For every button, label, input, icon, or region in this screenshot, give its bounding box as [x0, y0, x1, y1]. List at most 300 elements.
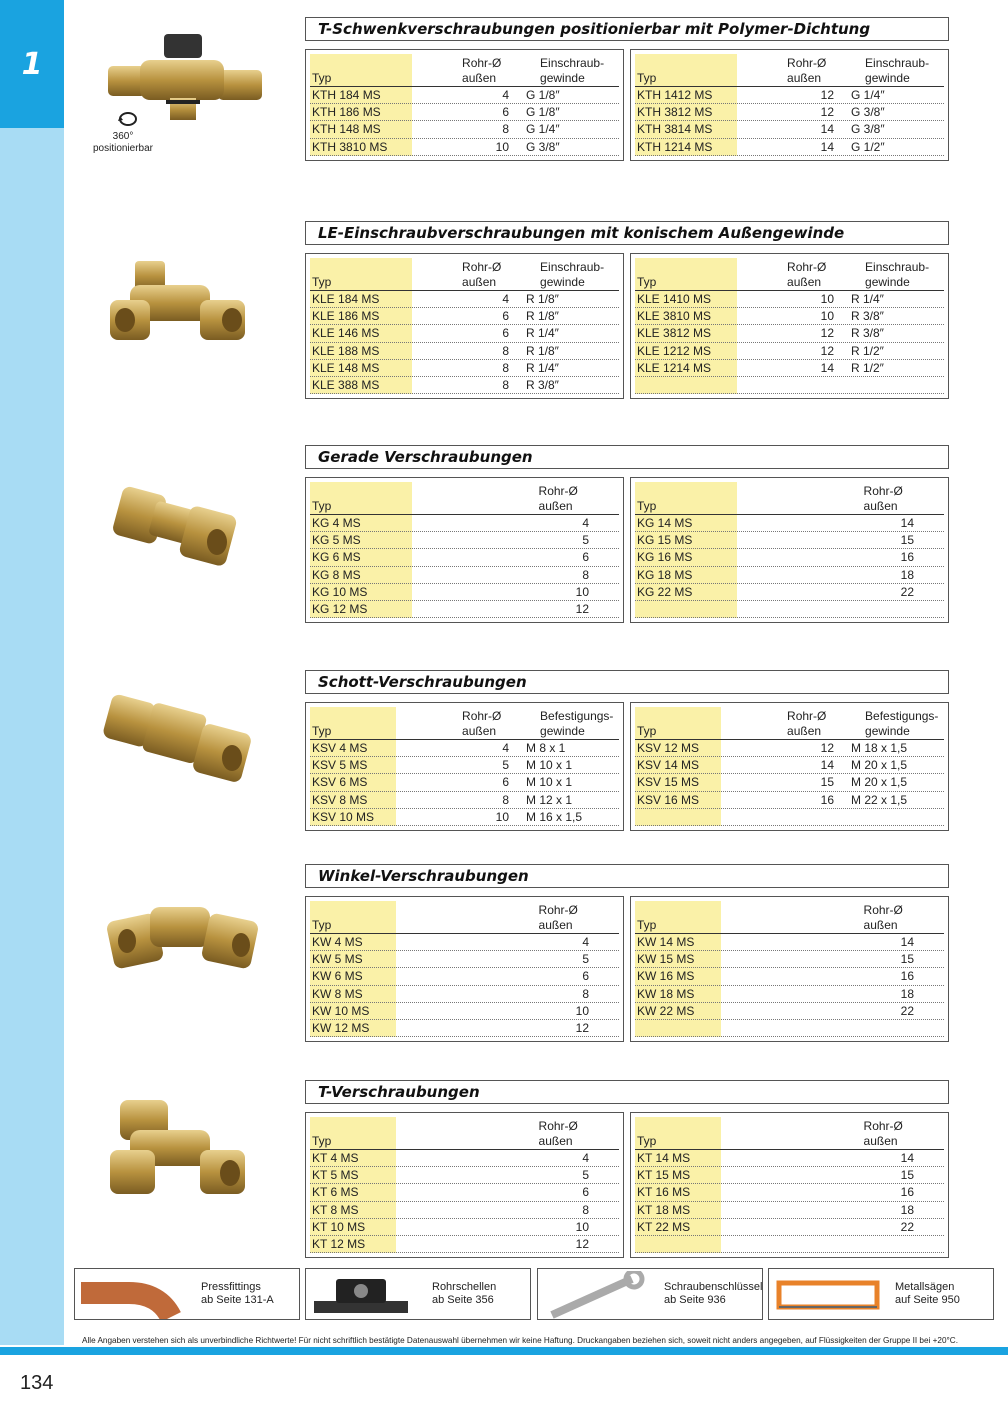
table-row	[635, 291, 944, 308]
value-cell: 8	[502, 377, 509, 392]
value-cell: 10	[575, 584, 589, 599]
value-cell: 18	[900, 1202, 914, 1217]
value-cell: M 20 x 1,5	[851, 775, 908, 790]
spec-table-left	[305, 477, 624, 623]
table-row	[635, 740, 944, 757]
type-cell	[635, 1236, 863, 1252]
value-cell: R 3/8″	[851, 326, 884, 341]
table-header	[310, 482, 619, 515]
table-row	[310, 1167, 619, 1184]
type-cell: KG 5 MS	[312, 533, 361, 548]
column-header: Typ	[312, 724, 332, 738]
ad-text	[895, 1281, 960, 1307]
section-tables	[305, 477, 949, 623]
table-row	[310, 774, 619, 791]
type-cell: KW 16 MS	[637, 969, 695, 984]
type-cell: KLE 1410 MS	[637, 292, 712, 306]
value-cell	[863, 1020, 929, 1036]
value-cell: G 3/8″	[526, 139, 560, 154]
value-cell: 22	[900, 584, 914, 599]
type-cell: KLE 1212 MS	[637, 343, 712, 358]
column-header: Typ	[312, 275, 332, 289]
value-cell: 15	[820, 775, 834, 790]
section-tables	[305, 702, 949, 831]
type-cell: KLE 186 MS	[312, 309, 380, 324]
table-row	[635, 986, 944, 1003]
value-cell: 10	[495, 139, 509, 154]
type-cell: KG 14 MS	[637, 516, 693, 530]
table-header	[310, 54, 619, 87]
table-row	[310, 121, 619, 138]
table-row	[310, 1003, 619, 1020]
column-header: Rohr-Ø außen	[538, 484, 578, 513]
type-cell	[635, 377, 787, 393]
table-row	[635, 549, 944, 566]
value-cell: G 1/8″	[526, 105, 560, 120]
value-cell: 6	[502, 326, 509, 341]
column-header: Rohr-Ø außen	[787, 56, 827, 85]
type-cell: KLE 3810 MS	[637, 309, 712, 324]
type-cell: KW 5 MS	[312, 952, 363, 967]
table-row	[635, 139, 944, 156]
table-row	[310, 87, 619, 104]
column-header: Rohr-Ø außen	[538, 1119, 578, 1148]
ad-pressfittings[interactable]	[74, 1268, 300, 1320]
table-row	[635, 567, 944, 584]
value-cell: R 3/8″	[851, 309, 884, 324]
value-cell: M 8 x 1	[526, 741, 566, 755]
column-header: Einschraub- gewinde	[540, 56, 605, 85]
table-row	[310, 1236, 619, 1253]
value-cell: 15	[900, 533, 914, 548]
table-row	[635, 601, 944, 618]
table-row	[310, 360, 619, 377]
type-cell: KSV 6 MS	[312, 775, 368, 790]
table-row	[635, 1020, 944, 1037]
type-cell: KW 15 MS	[637, 952, 695, 967]
table-row	[310, 325, 619, 342]
value-cell: 8	[502, 360, 509, 375]
product-section	[305, 864, 949, 1035]
disclaimer-footnote: Alle Angaben verstehen sich als unverbindliche Richtwerte! Für nicht schriftlich bestätigte Datenauswahl übernehmen wir keine Haftung. Druckangaben beziehen sich, soweit nicht anders angegeben, auf Flüssigkeiten der Gruppe II bei +20°C.	[82, 1336, 958, 1345]
value-cell	[863, 601, 929, 617]
value-cell: 18	[900, 567, 914, 582]
value-cell: 4	[502, 741, 509, 755]
ad-line2: ab Seite 131-A	[201, 1294, 274, 1306]
column-header: Rohr-Ø außen	[462, 260, 502, 289]
table-row	[310, 951, 619, 968]
value-cell: 12	[820, 88, 834, 102]
ad-line2: ab Seite 356	[432, 1294, 494, 1306]
ad-line2: auf Seite 950	[895, 1294, 960, 1306]
table-row	[635, 809, 944, 826]
value-cell: G 1/8″	[526, 88, 560, 102]
table-row	[310, 532, 619, 549]
type-cell: KTH 3810 MS	[312, 139, 388, 154]
value-cell: 4	[502, 292, 509, 306]
type-cell: KSV 14 MS	[637, 758, 700, 773]
column-header: Typ	[637, 918, 657, 932]
spec-table-left	[305, 253, 624, 399]
value-cell: 14	[820, 360, 834, 375]
table-row	[635, 584, 944, 601]
value-cell: 12	[820, 105, 834, 120]
column-header: Typ	[312, 1134, 332, 1148]
table-row	[310, 139, 619, 156]
table-row	[635, 1219, 944, 1236]
section-title: Winkel-Verschraubungen	[305, 864, 949, 888]
value-cell: 4	[582, 516, 589, 530]
value-cell: 5	[582, 533, 589, 548]
type-cell: KSV 12 MS	[637, 741, 700, 755]
type-cell: KSV 8 MS	[312, 792, 368, 807]
type-cell	[635, 809, 787, 825]
type-cell: KT 12 MS	[312, 1236, 366, 1251]
type-cell: KW 22 MS	[637, 1003, 695, 1018]
section-tables	[305, 896, 949, 1042]
table-row	[310, 343, 619, 360]
value-cell: 10	[575, 1219, 589, 1234]
type-cell: KLE 388 MS	[312, 377, 380, 392]
type-cell: KSV 16 MS	[637, 792, 700, 807]
column-header: Typ	[312, 499, 332, 513]
value-cell: 6	[502, 105, 509, 120]
table-row	[635, 1202, 944, 1219]
column-header: Rohr-Ø außen	[787, 260, 827, 289]
type-cell: KT 5 MS	[312, 1168, 359, 1183]
table-header	[635, 54, 944, 87]
pressfitting-elbow-icon	[79, 1271, 197, 1319]
rotate-label: positionierbar	[92, 143, 154, 154]
value-cell: 16	[900, 1185, 914, 1200]
spec-table-right	[630, 1112, 949, 1258]
table-header	[635, 1117, 944, 1150]
value-cell: 8	[582, 567, 589, 582]
pipe-clamp-icon	[310, 1271, 428, 1319]
table-row	[635, 968, 944, 985]
value-cell: M 16 x 1,5	[526, 809, 583, 824]
type-cell: KTH 186 MS	[312, 105, 381, 120]
value-cell: R 1/4″	[851, 292, 884, 306]
value-cell: 12	[575, 1236, 589, 1251]
value-cell: 12	[820, 343, 834, 358]
type-cell: KT 4 MS	[312, 1151, 359, 1165]
ad-schraubenschluessel[interactable]	[537, 1268, 763, 1320]
value-cell: 8	[502, 792, 509, 807]
table-row	[310, 549, 619, 566]
type-cell: KLE 184 MS	[312, 292, 380, 306]
type-cell: KT 22 MS	[637, 1219, 691, 1234]
value-cell: 12	[820, 741, 834, 755]
table-row	[310, 757, 619, 774]
value-cell: 10	[575, 1003, 589, 1018]
elbow-fitting-image	[105, 897, 260, 977]
column-header: Typ	[637, 275, 657, 289]
table-row	[635, 532, 944, 549]
table-header	[310, 1117, 619, 1150]
type-cell: KSV 10 MS	[312, 809, 375, 824]
ad-text	[432, 1281, 496, 1307]
ad-metallsaegen[interactable]	[768, 1268, 994, 1320]
table-row	[635, 104, 944, 121]
section-title: Gerade Verschraubungen	[305, 445, 949, 469]
value-cell: G 1/4″	[526, 122, 560, 137]
spec-table-right	[630, 896, 949, 1042]
spec-table-left	[305, 49, 624, 161]
table-header	[635, 482, 944, 515]
column-header: Rohr-Ø außen	[462, 709, 502, 738]
table-row	[635, 934, 944, 951]
column-header: Rohr-Ø außen	[787, 709, 827, 738]
type-cell: KG 10 MS	[312, 584, 368, 599]
table-header	[310, 707, 619, 740]
straight-fitting-image	[112, 480, 242, 575]
type-cell: KW 10 MS	[312, 1003, 370, 1018]
value-cell: R 1/2″	[851, 360, 884, 375]
type-cell: KW 8 MS	[312, 986, 363, 1001]
value-cell: 6	[582, 550, 589, 565]
t-fitting-image	[105, 1095, 250, 1200]
value-cell: 4	[582, 1151, 589, 1165]
column-header: Einschraub- gewinde	[540, 260, 605, 289]
value-cell: 6	[582, 969, 589, 984]
table-row	[310, 740, 619, 757]
sidebar-band	[0, 0, 64, 1345]
table-row	[635, 1150, 944, 1167]
section-title: T-Schwenkverschraubungen positionierbar mit Polymer-Dichtung	[305, 17, 949, 41]
value-cell: R 3/8″	[526, 377, 559, 392]
type-cell: KT 16 MS	[637, 1185, 691, 1200]
value-cell: 10	[820, 309, 834, 324]
value-cell: 6	[502, 775, 509, 790]
value-cell: G 1/4″	[851, 88, 885, 102]
table-row	[635, 1236, 944, 1253]
rotate-angle: 360°	[112, 131, 134, 142]
value-cell: 14	[820, 139, 834, 154]
product-section	[305, 17, 949, 154]
type-cell: KSV 5 MS	[312, 758, 368, 773]
column-header: Typ	[637, 499, 657, 513]
table-row	[310, 377, 619, 394]
table-row	[310, 934, 619, 951]
value-cell: 18	[900, 986, 914, 1001]
table-row	[310, 1020, 619, 1037]
ad-line1: Pressfittings	[201, 1281, 261, 1293]
type-cell: KW 18 MS	[637, 986, 695, 1001]
value-cell: G 1/2″	[851, 139, 885, 154]
value-cell: 10	[820, 292, 834, 306]
section-tables	[305, 49, 949, 161]
ad-line1: Schraubenschlüssel	[664, 1281, 763, 1293]
type-cell: KW 6 MS	[312, 969, 363, 984]
table-row	[635, 951, 944, 968]
column-header: Rohr-Ø außen	[538, 903, 578, 932]
table-row	[635, 377, 944, 394]
product-section	[305, 1080, 949, 1251]
type-cell: KG 4 MS	[312, 516, 361, 530]
value-cell: M 18 x 1,5	[851, 741, 908, 755]
column-header: Rohr-Ø außen	[863, 484, 903, 513]
section-title: LE-Einschraubverschraubungen mit konischem Außengewinde	[305, 221, 949, 245]
spec-table-left	[305, 1112, 624, 1258]
spec-table-right	[630, 49, 949, 161]
value-cell: 16	[900, 969, 914, 984]
value-cell: G 3/8″	[851, 122, 885, 137]
type-cell: KG 18 MS	[637, 567, 693, 582]
table-row	[310, 291, 619, 308]
value-cell	[787, 809, 849, 825]
column-header: Befestigungs- gewinde	[865, 709, 939, 738]
type-cell: KLE 148 MS	[312, 360, 380, 375]
type-cell: KTH 3814 MS	[637, 122, 713, 137]
table-row	[635, 325, 944, 342]
type-cell: KG 12 MS	[312, 601, 368, 616]
table-header	[635, 258, 944, 291]
table-row	[310, 792, 619, 809]
spec-table-left	[305, 702, 624, 831]
type-cell: KTH 184 MS	[312, 88, 381, 102]
type-cell: KG 15 MS	[637, 533, 693, 548]
value-cell: 16	[900, 550, 914, 565]
value-cell: M 12 x 1	[526, 792, 573, 807]
type-cell: KTH 1412 MS	[637, 88, 713, 102]
product-section	[305, 670, 949, 824]
wrench-icon	[542, 1271, 660, 1319]
ad-line1: Metallsägen	[895, 1281, 955, 1293]
value-cell: 6	[582, 1185, 589, 1200]
value-cell: 6	[502, 309, 509, 324]
column-header: Rohr-Ø außen	[863, 903, 903, 932]
type-cell: KT 6 MS	[312, 1185, 359, 1200]
value-cell: 14	[900, 1151, 914, 1165]
table-row	[310, 601, 619, 618]
type-cell: KLE 188 MS	[312, 343, 380, 358]
table-row	[310, 515, 619, 532]
column-header: Befestigungs- gewinde	[540, 709, 614, 738]
spec-table-left	[305, 896, 624, 1042]
column-header: Typ	[637, 724, 657, 738]
value-cell: R 1/2″	[851, 343, 884, 358]
ad-text	[664, 1281, 762, 1307]
value-cell: M 10 x 1	[526, 775, 573, 790]
type-cell: KT 8 MS	[312, 1202, 359, 1217]
type-cell: KLE 146 MS	[312, 326, 380, 341]
hacksaw-icon	[773, 1271, 891, 1319]
type-cell: KLE 3812 MS	[637, 326, 712, 341]
value-cell: 4	[502, 88, 509, 102]
table-row	[310, 986, 619, 1003]
chapter-number: 1	[0, 0, 64, 128]
table-row	[635, 360, 944, 377]
section-title: Schott-Verschraubungen	[305, 670, 949, 694]
type-cell: KG 8 MS	[312, 567, 361, 582]
value-cell: 12	[575, 601, 589, 616]
table-row	[635, 1184, 944, 1201]
type-cell: KT 18 MS	[637, 1202, 691, 1217]
value-cell: 14	[820, 122, 834, 137]
table-row	[635, 87, 944, 104]
value-cell: 8	[582, 986, 589, 1001]
ad-line1: Rohrschellen	[432, 1281, 497, 1293]
value-cell	[787, 377, 849, 393]
ad-text	[201, 1281, 274, 1307]
type-cell: KG 6 MS	[312, 550, 361, 565]
value-cell: 22	[900, 1003, 914, 1018]
table-row	[310, 308, 619, 325]
value-cell: G 3/8″	[851, 105, 885, 120]
type-cell: KG 16 MS	[637, 550, 693, 565]
table-row	[635, 792, 944, 809]
value-cell: 12	[575, 1020, 589, 1035]
value-cell: 14	[900, 935, 914, 949]
type-cell: KSV 4 MS	[312, 741, 368, 755]
value-cell	[849, 377, 931, 393]
value-cell: 14	[820, 758, 834, 773]
value-cell	[849, 809, 931, 825]
value-cell: 22	[900, 1219, 914, 1234]
value-cell: M 20 x 1,5	[851, 758, 908, 773]
table-row	[635, 515, 944, 532]
ad-line2: ab Seite 936	[664, 1294, 726, 1306]
table-header	[635, 901, 944, 934]
value-cell: 8	[582, 1202, 589, 1217]
column-header: Rohr-Ø außen	[462, 56, 502, 85]
section-tables	[305, 1112, 949, 1258]
table-row	[635, 121, 944, 138]
value-cell: 12	[820, 326, 834, 341]
type-cell: KG 22 MS	[637, 584, 693, 599]
spec-table-right	[630, 253, 949, 399]
type-cell: KLE 1214 MS	[637, 360, 712, 375]
table-row	[310, 1219, 619, 1236]
table-row	[635, 343, 944, 360]
type-cell: KT 15 MS	[637, 1168, 691, 1183]
table-row	[310, 968, 619, 985]
section-tables	[305, 253, 949, 399]
value-cell: 14	[900, 516, 914, 530]
value-cell: 4	[582, 935, 589, 949]
value-cell: M 10 x 1	[526, 758, 573, 773]
value-cell: 5	[502, 758, 509, 773]
value-cell	[863, 1236, 929, 1252]
table-row	[635, 1167, 944, 1184]
value-cell: 8	[502, 343, 509, 358]
footer-rule	[0, 1347, 1008, 1355]
bulkhead-fitting-image	[102, 693, 254, 788]
value-cell: 5	[582, 1168, 589, 1183]
value-cell: R 1/4″	[526, 326, 559, 341]
value-cell: M 22 x 1,5	[851, 792, 908, 807]
table-row	[310, 104, 619, 121]
type-cell	[635, 1020, 863, 1036]
section-title: T-Verschraubungen	[305, 1080, 949, 1104]
product-section	[305, 445, 949, 616]
value-cell: 5	[582, 952, 589, 967]
product-section	[305, 221, 949, 392]
ad-rohrschellen[interactable]	[305, 1268, 531, 1320]
table-header	[310, 258, 619, 291]
value-cell: R 1/8″	[526, 292, 559, 306]
spec-table-right	[630, 702, 949, 831]
table-row	[635, 1003, 944, 1020]
value-cell: 8	[502, 122, 509, 137]
value-cell: R 1/8″	[526, 309, 559, 324]
value-cell: 15	[900, 1168, 914, 1183]
column-header: Typ	[312, 918, 332, 932]
type-cell: KTH 148 MS	[312, 122, 381, 137]
type-cell: KT 10 MS	[312, 1219, 366, 1234]
rotate-caption	[86, 131, 160, 155]
